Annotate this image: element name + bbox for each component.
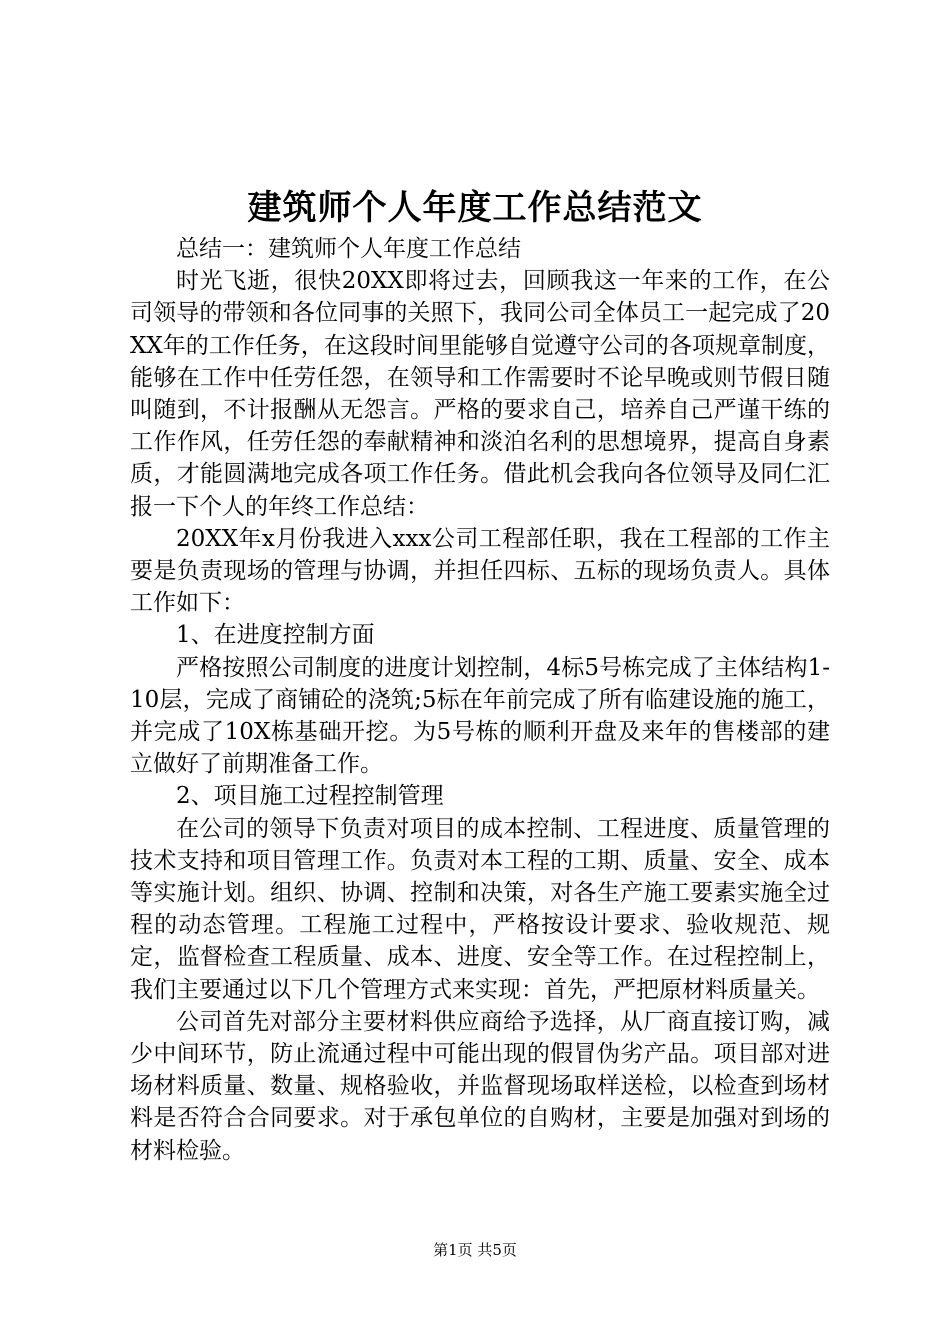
paragraph-intro: 时光飞逝，很快20XX即将过去，回顾我这一年来的工作，在公司领导的带领和各位同事的关照下，我同公司全体员工一起完成了20XX年的工作任务，在这段时间里能够自觉遵守公司的各项规章制度，能够在工作中任劳任怨，在领导和工作需要时不论早晚或则节假日随叫随到，不计报酬从无怨言。严格的要求自己，培养自己严谨干练的工作作风，任劳任怨的奉献精神和淡泊名利的思想境界，提高自身素质，才能圆满地完成各项工作任务。借此机会我向各位领导及同仁汇报一下个人的年终工作总结： [130,268,830,520]
paragraph-materials: 公司首先对部分主要材料供应商给予选择，从厂商直接订购，减少中间环节，防止流通过程中可能出现的假冒伪劣产品。项目部对进场材料质量、数量、规格验收，并监督现场取样送检，以检查到场材料是否符合合同要求。对于承包单位的自购材，主要是加强对到场的材料检验。 [130,1008,830,1164]
paragraph-subheading-progress: 1、在进度控制方面 [176,622,375,649]
paragraph-subheading-process: 2、项目施工过程控制管理 [176,783,444,810]
paragraph-progress: 严格按照公司制度的进度计划控制，4标5号栋完成了主体结构1-10层，完成了商铺砼的浇筑;5标在年前完成了所有临建设施的施工，并完成了10X栋基础开挖。为5号栋的顺利开盘及来年的售楼部的建立做好了前期准备工作。 [130,654,830,778]
paragraph-role: 20XX年x月份我进入xxx公司工程部任职，我在工程部的工作主要是负责现场的管理与协调，并担任四标、五标的现场负责人。具体工作如下： [130,525,830,617]
document-title: 建筑师个人年度工作总结范文 [247,188,703,228]
paragraph-process: 在公司的领导下负责对项目的成本控制、工程进度、质量管理的技术支持和项目管理工作。负责对本工程的工期、质量、安全、成本等实施计划。组织、协调、控制和决策，对各生产施工要素实施全过程的动态管理。工程施工过程中，严格按设计要求、验收规范、规定，监督检查工程质量、成本、进度、安全等工作。在过程控制上，我们主要通过以下几个管理方式来实现：首先，严把原材料质量关。 [130,815,830,1003]
document-body [130,233,830,1167]
page-footer: 第1页 共5页 [433,1241,517,1259]
paragraph-section-heading: 总结一：建筑师个人年度工作总结 [176,236,521,262]
